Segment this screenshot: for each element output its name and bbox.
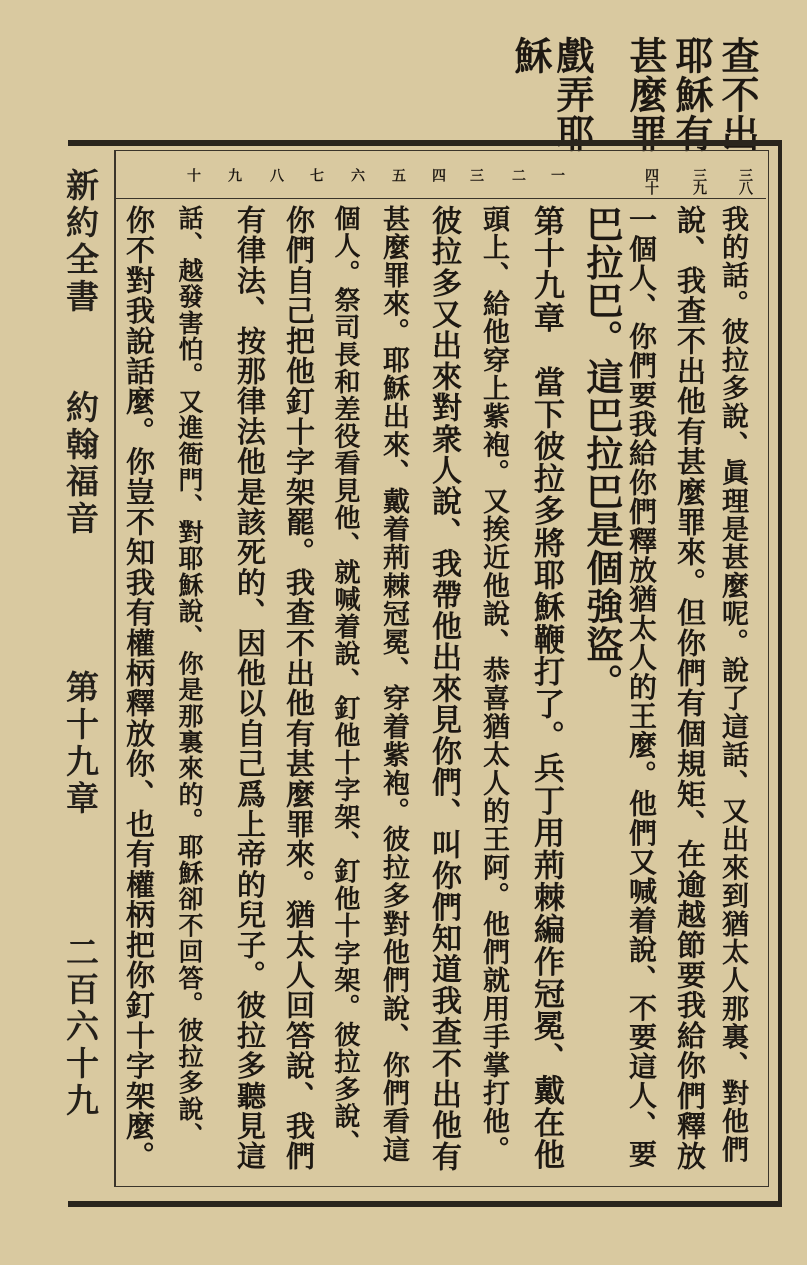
verse-number: 九: [226, 168, 242, 181]
verse-number: 六: [349, 168, 365, 181]
margin-note: 耶穌有: [669, 36, 714, 153]
gospel-title: 約翰福音: [61, 390, 100, 538]
page-number: 二百六十九: [61, 935, 100, 1120]
verse-number: 三: [468, 168, 484, 181]
text-column: 頭上、給他穿上紫袍。又挨近他說、恭喜猶太人的王阿。他們就用手掌打他。: [478, 205, 509, 1164]
verse-number: 三九: [691, 168, 707, 194]
text-column: 話、越發害怕。又進衙門、對耶穌說、你是那裏來的。耶穌卻不回答。彼拉多說、: [175, 205, 204, 1149]
text-column: 彼拉多又出來對衆人說、我帶他出來見你們、叫你們知道我查不出他有: [426, 205, 461, 1173]
verse-number: 五: [390, 168, 406, 181]
text-column: 巴拉巴。這巴拉巴是個強盜。: [580, 205, 624, 702]
text-column: 我的話。彼拉多說、眞理是甚麼呢。說了這話、又出來到猶太人那裏、對他們: [717, 205, 748, 1164]
text-column: 甚麼罪來。耶穌出來、戴着荊棘冠冕、穿着紫袍。彼拉多對他們說、你們看這: [378, 205, 409, 1164]
verse-number: 一: [549, 168, 565, 181]
margin-note: 查不出: [715, 36, 760, 153]
text-column: 有律法、按那律法他是該死的、因他以自己爲上帝的兒子。彼拉多聽見這: [233, 205, 267, 1172]
text-column: 說、我查不出他有甚麼罪來。但你們有個規矩、在逾越節要我給你們釋放: [673, 205, 707, 1172]
verse-number: 四十: [643, 168, 659, 194]
verse-number: 四: [430, 168, 446, 181]
verse-number: 二: [510, 168, 526, 181]
margin-note: 穌: [508, 36, 553, 75]
margin-note: 甚麼罪: [623, 36, 668, 153]
chapter-header: 第十九章: [61, 670, 100, 818]
book-title: 新約全書: [61, 168, 100, 316]
chapter-heading-column: 第十九章 當下彼拉多將耶穌鞭打了。兵丁用荊棘編作冠冕、戴在他: [528, 205, 564, 1171]
verse-number: 七: [308, 168, 324, 181]
text-column: 一個人、你們要我給你們釋放猶太人的王麼。他們又喊着說、不要這人、要: [625, 205, 658, 1169]
text-column: 你不對我說話麼。你豈不知我有權柄釋放你、也有權柄把你釘十字架麼。: [122, 205, 156, 1172]
verse-number: 八: [268, 168, 284, 181]
verse-number: 十: [185, 168, 201, 181]
text-column: 個人。祭司長和差役看見他、就喊着說、釘他十字架、釘他十字架。彼拉多說、: [330, 205, 360, 1157]
margin-note: 戲弄耶: [550, 36, 595, 153]
verse-number: 三八: [737, 168, 753, 194]
text-column: 你們自己把他釘十字架罷。我查不出他有甚麼罪來。猶太人回答說、我們: [282, 205, 316, 1172]
